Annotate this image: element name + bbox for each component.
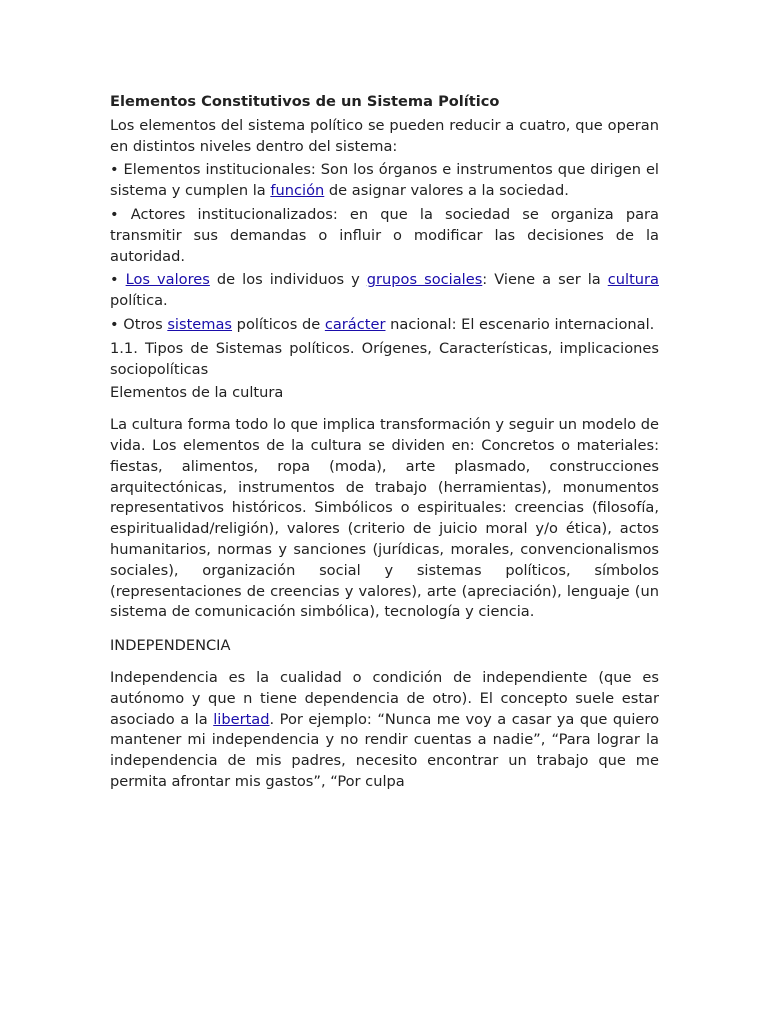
bullet-text: • [110, 271, 126, 289]
bullet-text: • Elementos institucionales: Son los órganos e instrumentos que dirigen el sistema y cumplen la [110, 161, 659, 200]
independencia-heading: INDEPENDENCIA [110, 637, 231, 655]
link-caracter[interactable]: carácter [324, 315, 386, 333]
paragraph-text: Independencia es la cualidad o condición de independiente (que es autónomo y que n tiene dependencia de otro). El concepto suele estar asociado a la [110, 668, 659, 728]
link-grupos-sociales[interactable]: grupos sociales [366, 271, 483, 289]
doc-title: Elementos Constitutivos de un Sistema Político [110, 93, 500, 110]
intro-paragraph: Los elementos del sistema político se pueden reducir a cuatro, que operan en distintos niveles dentro del sistema: [110, 116, 659, 155]
bullet-actores-institucionalizados: • Actores institucionalizados: en que la sociedad se organiza para transmitir sus demandas o influir o modificar las decisiones de la autoridad. [110, 205, 659, 265]
bullet-text: de asignar valores a la sociedad. [324, 182, 569, 200]
bullet-text: política. [110, 292, 168, 310]
independencia-paragraph [110, 668, 659, 793]
cultura-paragraph: La cultura forma todo lo que implica transformación y seguir un modelo de vida. Los elementos de la cultura se dividen en: Concretos o materiales: fiestas, alimentos, ropa (moda), arte plasmado, construcciones arquitectónicas, instrumentos de trabajo (herramientas), monumentos representativos históricos. Simbólicos o espirituales: creencias (filosofía, espiritualidad/religión), valores (criterio de juicio moral y/o ética), actos humanitarios, normas y sanciones (jurídicas, morales, convencionalismos sociales), organización social y sistemas políticos, símbolos (representaciones de creencias y valores), arte (apreciación), lenguaje (un sistema de comunicación simbólica), tecnología y ciencia. [110, 416, 659, 621]
bullet-text: nacional: El escenario internacional. [385, 315, 655, 333]
section-1-1-heading: 1.1. Tipos de Sistemas políticos. Orígenes, Características, implicaciones sociopolíticas [110, 339, 659, 378]
bullet-otros-sistemas [110, 315, 659, 336]
bullet-valores [110, 270, 659, 312]
bullet-text: de los individuos y [209, 271, 367, 289]
bullet-text: políticos de [232, 315, 325, 333]
bullet-text: : Viene a ser la [482, 271, 608, 289]
link-funcion[interactable]: función [270, 182, 325, 200]
link-sistemas[interactable]: sistemas [167, 315, 233, 333]
document-page [110, 92, 659, 793]
paragraph-text: . Por ejemplo: “Nunca me voy a casar ya que quiero mantener mi independencia y no rendir cuentas a nadie”, “Para lograr la independencia de mis padres, necesito encontrar un trabajo que me permita afrontar mis gastos”, “Por culpa [110, 710, 660, 790]
link-los-valores[interactable]: Los valores [125, 271, 210, 289]
link-cultura[interactable]: cultura [607, 271, 659, 289]
cultura-heading: Elementos de la cultura [110, 384, 284, 402]
bullet-elementos-institucionales [110, 160, 659, 202]
link-libertad[interactable]: libertad [213, 710, 270, 728]
bullet-text: • Otros [110, 315, 168, 333]
